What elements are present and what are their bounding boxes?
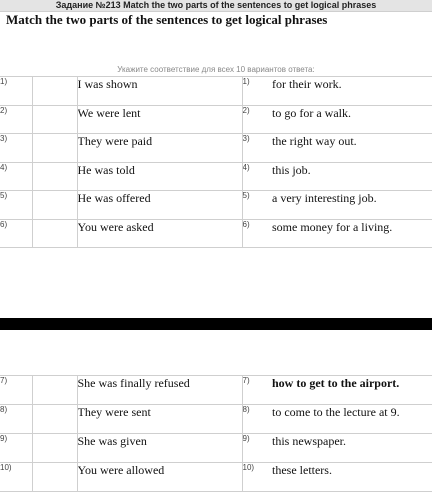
answer-cell[interactable] (32, 77, 77, 106)
right-item-number: 7) (242, 376, 272, 405)
right-item-text: how to get to the airport. (272, 376, 432, 405)
match-row (0, 191, 432, 220)
right-item-number: 10) (242, 463, 272, 492)
left-item-text: She was finally refused (77, 376, 242, 405)
right-item-text: this newspaper. (272, 434, 432, 463)
right-item-text: some money for a living. (272, 219, 432, 248)
left-item-number: 7) (0, 376, 32, 405)
left-item-text: We were lent (77, 105, 242, 134)
right-item-number: 3) (242, 134, 272, 163)
match-row (0, 134, 432, 163)
right-item-text: a very interesting job. (272, 191, 432, 220)
task-header-title: Задание №213 Match the two parts of the sentences to get logical phrases (55, 0, 377, 10)
answer-cell[interactable] (32, 463, 77, 492)
match-row (0, 105, 432, 134)
matching-table-bottom (0, 375, 432, 492)
left-item-number: 3) (0, 134, 32, 163)
right-item-number: 1) (242, 77, 272, 106)
screenshot-divider-bar (0, 318, 432, 330)
left-item-number: 5) (0, 191, 32, 220)
right-item-text: to come to the lecture at 9. (272, 405, 432, 434)
right-item-number: 9) (242, 434, 272, 463)
left-item-number: 4) (0, 162, 32, 191)
left-item-number: 2) (0, 105, 32, 134)
match-row (0, 219, 432, 248)
answer-cell[interactable] (32, 134, 77, 163)
matching-table-top (0, 76, 432, 248)
right-item-text: to go for a walk. (272, 105, 432, 134)
right-item-text: this job. (272, 162, 432, 191)
right-item-number: 6) (242, 219, 272, 248)
task-title: Match the two parts of the sentences to get logical phrases (6, 12, 328, 27)
left-item-number: 6) (0, 219, 32, 248)
answer-cell[interactable] (32, 219, 77, 248)
right-item-text: the right way out. (272, 134, 432, 163)
right-item-number: 8) (242, 405, 272, 434)
left-item-number: 1) (0, 77, 32, 106)
match-row (0, 162, 432, 191)
answer-cell[interactable] (32, 434, 77, 463)
left-item-text: You were allowed (77, 463, 242, 492)
match-row (0, 434, 432, 463)
left-item-text: She was given (77, 434, 242, 463)
right-item-text: for their work. (272, 77, 432, 106)
answer-cell[interactable] (32, 405, 77, 434)
matching-instruction: Укажите соответствие для всех 10 вариантов ответа: (117, 65, 315, 74)
left-item-text: He was offered (77, 191, 242, 220)
left-item-text: He was told (77, 162, 242, 191)
left-item-number: 9) (0, 434, 32, 463)
match-row (0, 376, 432, 405)
left-item-text: You were asked (77, 219, 242, 248)
answer-cell[interactable] (32, 376, 77, 405)
answer-cell[interactable] (32, 191, 77, 220)
left-item-number: 10) (0, 463, 32, 492)
match-row (0, 405, 432, 434)
left-item-text: They were paid (77, 134, 242, 163)
answer-cell[interactable] (32, 162, 77, 191)
match-row (0, 463, 432, 492)
left-item-text: I was shown (77, 77, 242, 106)
right-item-number: 2) (242, 105, 272, 134)
task-header-bar (0, 0, 432, 12)
answer-cell[interactable] (32, 105, 77, 134)
match-row (0, 77, 432, 106)
right-item-number: 5) (242, 191, 272, 220)
left-item-text: They were sent (77, 405, 242, 434)
left-item-number: 8) (0, 405, 32, 434)
right-item-text: these letters. (272, 463, 432, 492)
right-item-number: 4) (242, 162, 272, 191)
